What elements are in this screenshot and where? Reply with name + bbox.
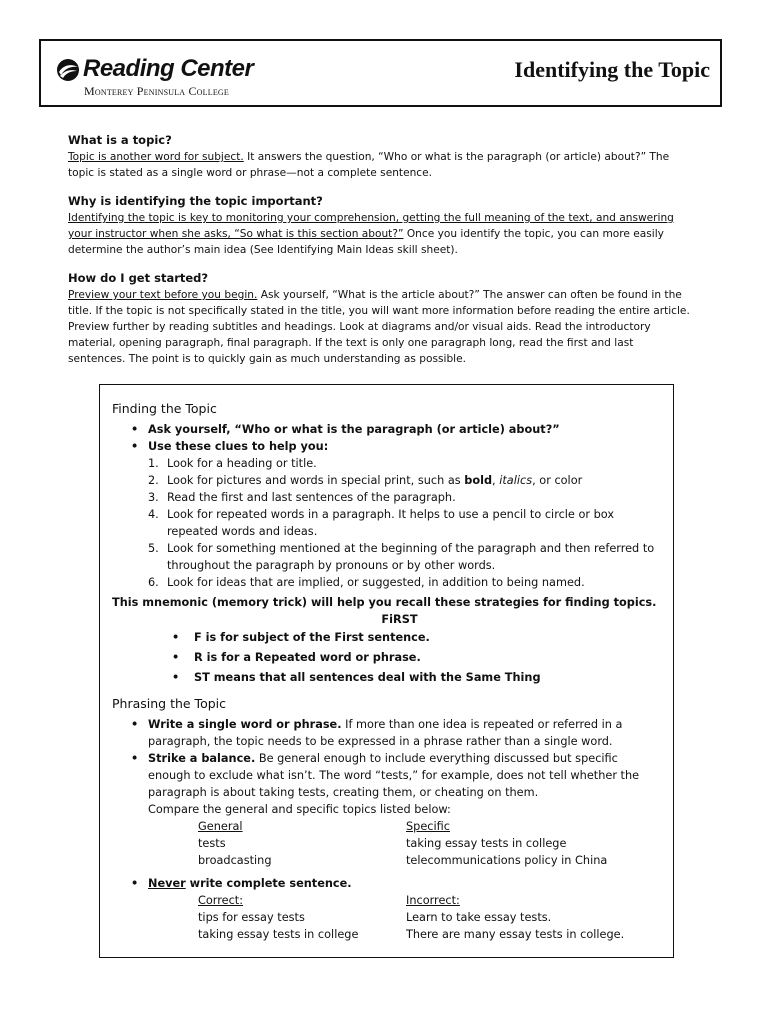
correct-row — [112, 926, 657, 943]
logo-subtitle: Monterey Peninsula College — [84, 84, 229, 98]
page-title: Identifying the Topic — [514, 57, 710, 82]
logo-swoosh-icon — [56, 58, 80, 82]
specific-cell: telecommunications policy in China — [406, 854, 608, 867]
correct-row — [112, 909, 657, 926]
bullet-icon: • — [172, 671, 180, 684]
finding-topic-heading: Finding the Topic — [112, 401, 217, 416]
clue-item — [112, 472, 657, 489]
specific-header: Specific — [406, 820, 450, 833]
compare-text: Compare the general and specific topics listed below: — [148, 803, 451, 816]
clue-text: Look for pictures and words in special print, such as — [167, 474, 465, 487]
mnemonic-item — [112, 668, 657, 688]
clue-italic-word: italics — [499, 474, 533, 487]
answer-text: Once you identify the topic, you can more easily determine the author’s main idea (See Identifying Main Ideas skill sheet). — [68, 228, 664, 256]
answer-why-important — [68, 210, 694, 258]
phrasing-topic-heading: Phrasing the Topic — [112, 696, 227, 711]
bullet-text: Use these clues to help you: — [148, 440, 329, 453]
bullet-never-sentence — [112, 875, 657, 892]
bullet-underlined: Never — [148, 877, 186, 890]
clue-number: 2. — [148, 474, 159, 487]
bullet-text: write complete sentence. — [185, 877, 352, 890]
bullet-use-clues — [112, 438, 657, 455]
answer-underlined: Topic is another word for subject. — [68, 151, 244, 163]
header-box — [39, 39, 722, 107]
answer-underlined: Preview your text before you begin. — [68, 289, 258, 301]
question-why-important: Why is identifying the topic important? — [68, 194, 323, 208]
clue-text: Look for ideas that are implied, or suggested, in addition to being named. — [167, 576, 585, 589]
incorrect-cell: There are many essay tests in college. — [406, 928, 625, 941]
correct-header: Correct: — [198, 894, 244, 907]
answer-text: Ask yourself, “What is the article about?” The answer can often be found in the title. If the topic is not specifically stated in the title, you will want more information before reading the entire article. Preview further by reading subtitles and headings. Look at diagrams and/or visual aids. Read the introductory material, opening paragraph, final paragraph. If the text is only one paragraph long, read the first and last sentences. The point is to quickly gain as much understanding as possible. — [68, 289, 690, 365]
clue-item — [112, 574, 657, 591]
clue-text: Look for something mentioned at the beginning of the paragraph and then referred to throughout the paragraph by pronouns or by other words. — [167, 542, 655, 572]
compare-row — [112, 852, 657, 869]
clue-item — [112, 506, 657, 540]
correct-cell: taking essay tests in college — [198, 928, 359, 941]
clue-text: Read the first and last sentences of the paragraph. — [167, 491, 456, 504]
clue-number: 4. — [148, 508, 159, 521]
incorrect-header: Incorrect: — [406, 894, 460, 907]
intro-section — [68, 132, 694, 379]
clue-bold-word: bold — [464, 474, 493, 487]
clue-number: 5. — [148, 542, 159, 555]
compare-row — [112, 835, 657, 852]
mnemonic-intro: This mnemonic (memory trick) will help you recall these strategies for finding topics. — [112, 596, 657, 609]
general-cell: broadcasting — [198, 854, 272, 867]
bullet-icon: • — [131, 423, 139, 436]
mnemonic-item — [112, 648, 657, 668]
incorrect-cell: Learn to take essay tests. — [406, 911, 552, 924]
bullet-single-word — [112, 716, 657, 750]
bullet-bold: Write a single word or phrase. — [148, 718, 342, 731]
strategy-box — [99, 384, 674, 958]
bullet-icon: • — [172, 631, 180, 644]
bullet-icon: • — [172, 651, 180, 664]
mnemonic-item — [112, 628, 657, 648]
bullet-text: Be general enough to include everything discussed but specific enough to exclude what isn’t. The word “tests,” for example, does not tell whether the paragraph is about taking tests, creating them, or cheating on them. — [148, 752, 640, 799]
bullet-icon: • — [131, 877, 139, 890]
bullet-ask-yourself — [112, 421, 657, 438]
answer-what-is-topic — [68, 149, 694, 181]
bullet-text: Ask yourself, “Who or what is the paragraph (or article) about?” — [148, 423, 560, 436]
general-header: General — [198, 820, 243, 833]
bullet-icon: • — [131, 752, 139, 765]
clue-item — [112, 489, 657, 506]
clue-number: 6. — [148, 576, 159, 589]
question-what-is-topic: What is a topic? — [68, 133, 172, 147]
clue-item — [112, 455, 657, 472]
answer-underlined: Identifying the topic is key to monitoring your comprehension, getting the full meaning of the text, and answering your instructor when she asks, “So what is this section about?” — [68, 212, 674, 240]
bullet-bold: Strike a balance. — [148, 752, 256, 765]
clue-text: , or color — [532, 474, 583, 487]
clue-text: Look for a heading or title. — [167, 457, 317, 470]
bullet-text: If more than one idea is repeated or referred in a paragraph, the topic needs to be expressed in a phrase rather than a single word. — [148, 718, 623, 748]
question-how-start: How do I get started? — [68, 271, 209, 285]
answer-how-start — [68, 287, 694, 367]
mnemonic-word: FiRST — [381, 613, 418, 626]
specific-cell: taking essay tests in college — [406, 837, 567, 850]
mnemonic-text: ST means that all sentences deal with the Same Thing — [194, 671, 541, 684]
answer-text: It answers the question, “Who or what is the paragraph (or article) about?” The topic is stated as a single word or phrase—not a complete sentence. — [68, 151, 670, 179]
mnemonic-text: F is for subject of the First sentence. — [194, 631, 430, 644]
clue-number: 1. — [148, 457, 159, 470]
clue-text: Look for repeated words in a paragraph. It helps to use a pencil to circle or box repeated words and ideas. — [167, 508, 615, 538]
bullet-strike-balance — [112, 750, 657, 801]
compare-header-row — [112, 818, 657, 835]
mnemonic-text: R is for a Repeated word or phrase. — [194, 651, 421, 664]
clue-number: 3. — [148, 491, 159, 504]
bullet-icon: • — [131, 718, 139, 731]
logo-name: Reading Center — [83, 55, 254, 82]
clue-item — [112, 540, 657, 574]
correct-header-row — [112, 892, 657, 909]
bullet-icon: • — [131, 440, 139, 453]
general-cell: tests — [198, 837, 226, 850]
correct-cell: tips for essay tests — [198, 911, 305, 924]
clue-text: , — [492, 474, 500, 487]
